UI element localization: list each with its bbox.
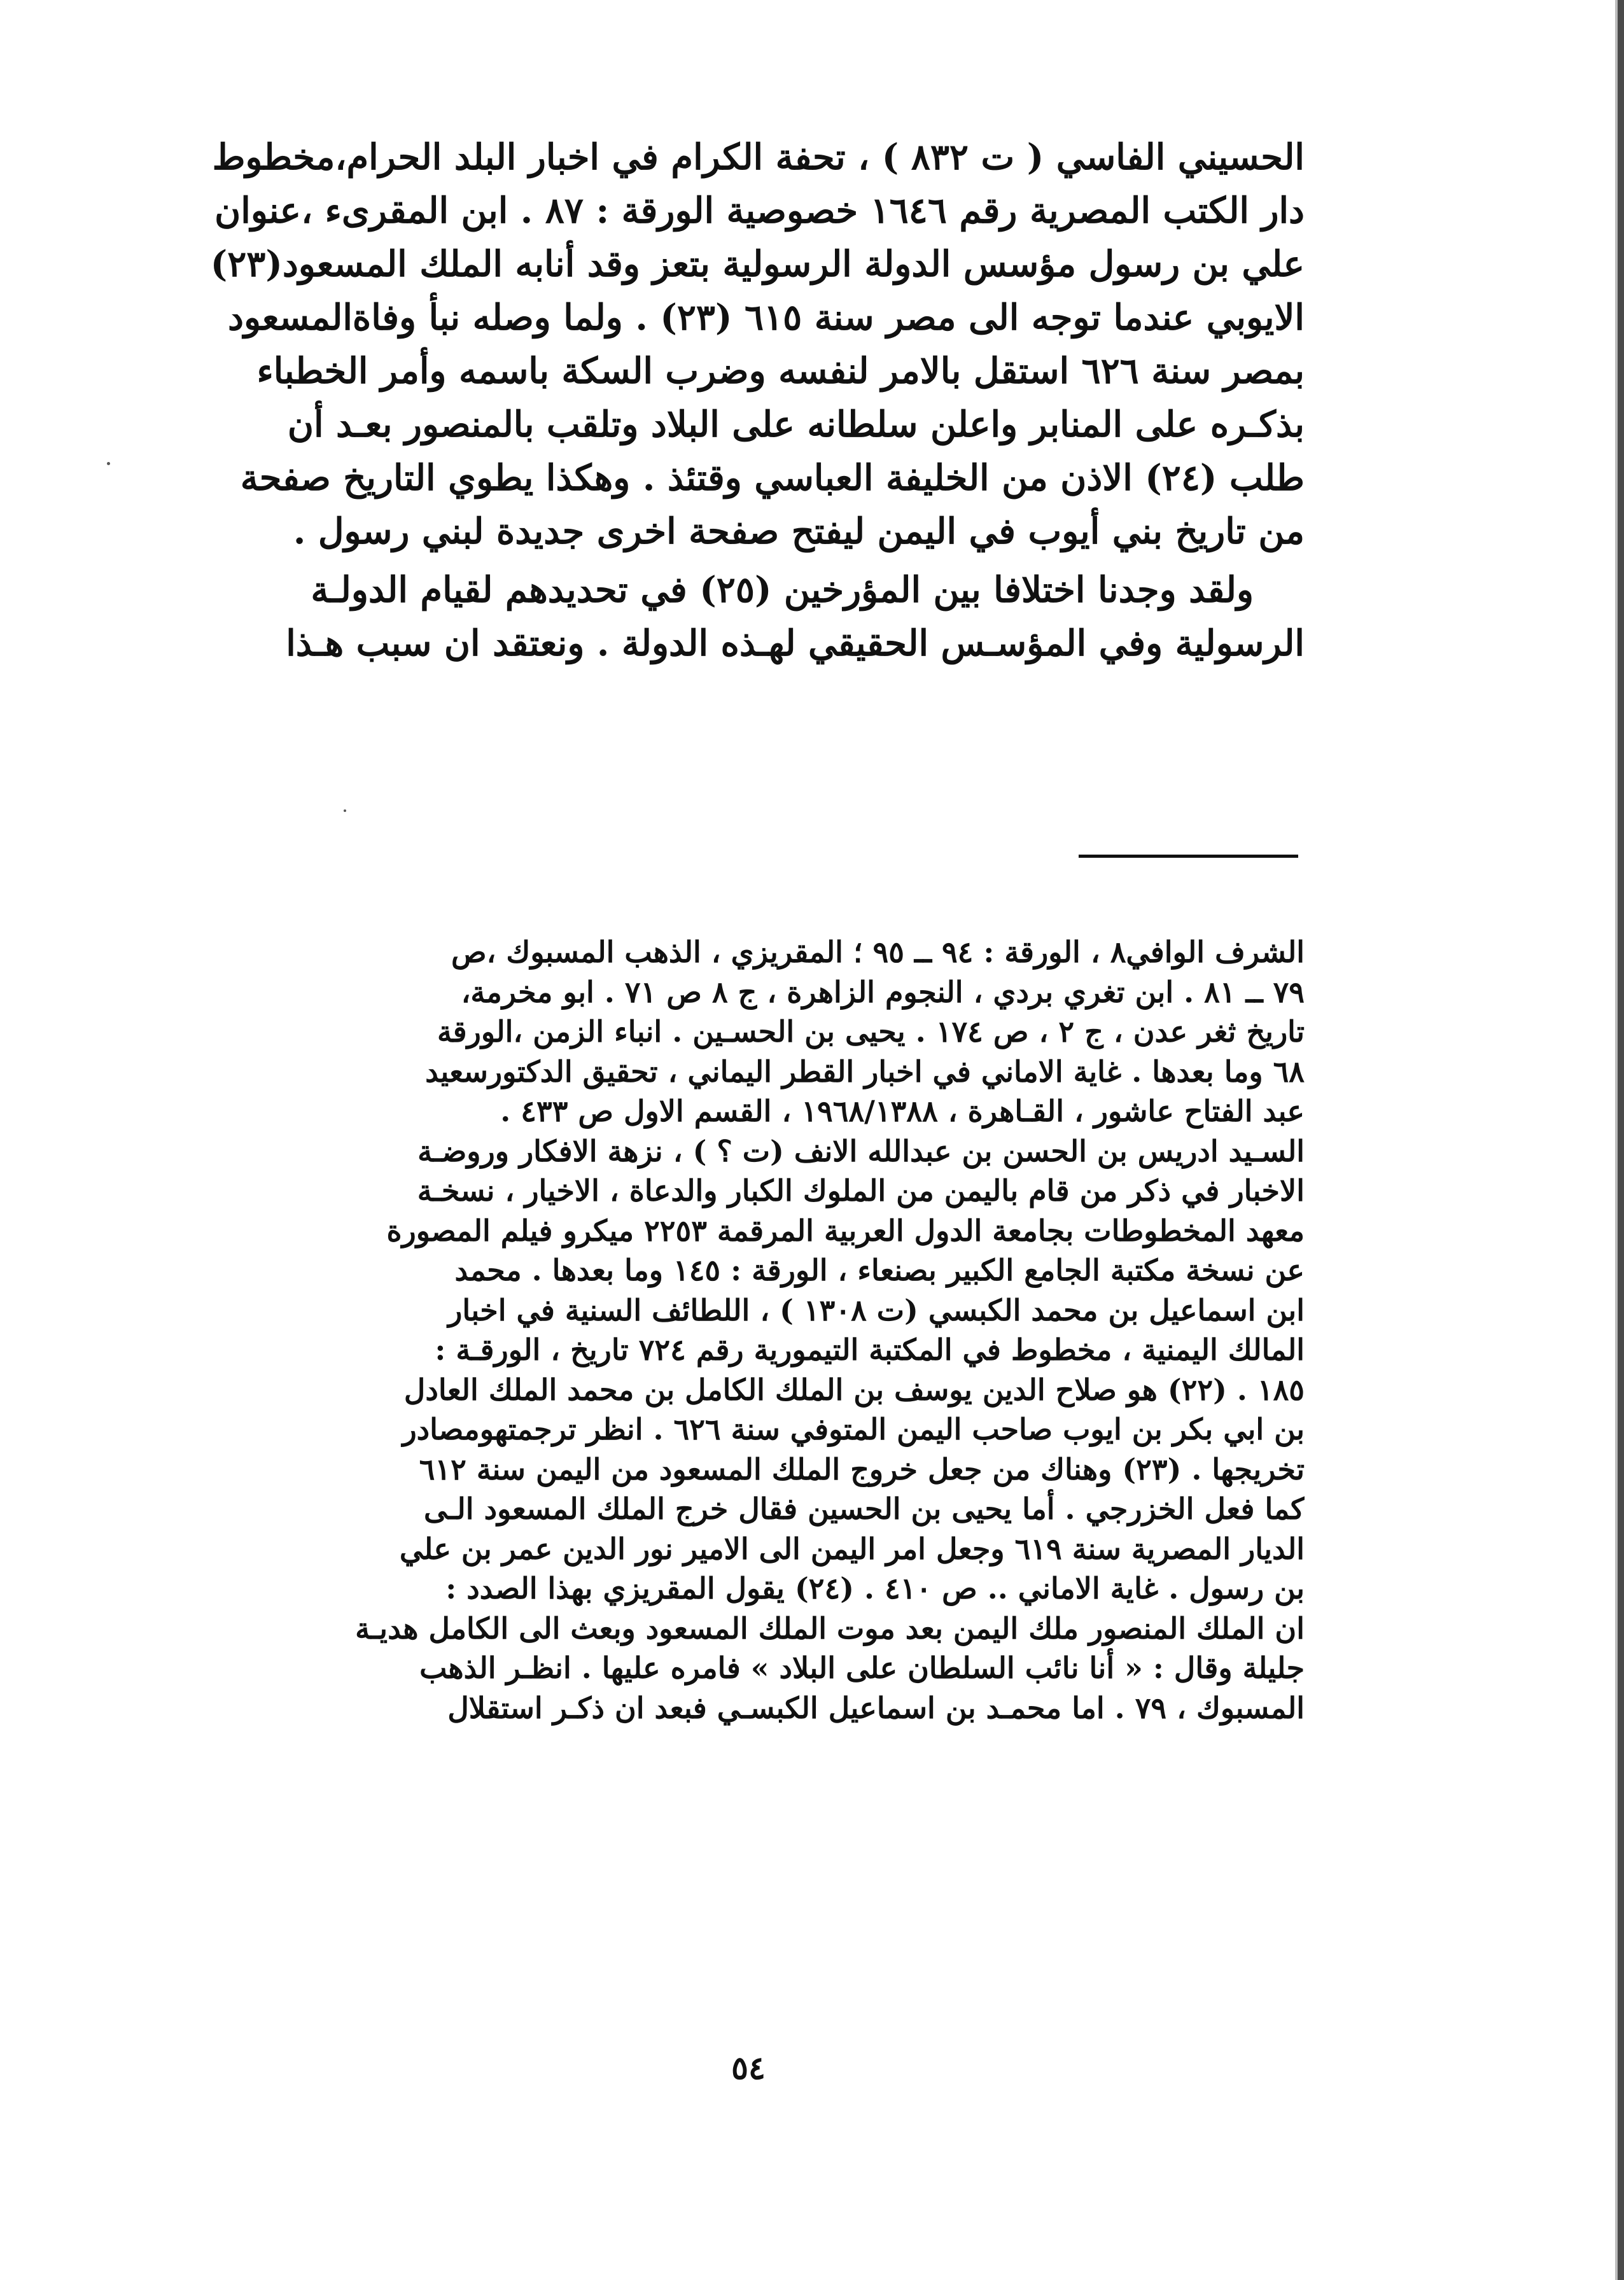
main-text-line: علي بن رسول مؤسس الدولة الرسولية بتعز وقد أنابه الملك المسعود(٢٣) [210, 243, 1305, 285]
footnote-line: المسبوك ، ٧٩ . اما محمـد بن اسماعيل الكبسـي فبعد ان ذكـر استقلال [447, 1690, 1305, 1725]
footnote-line: ٧٩ ــ ٨١ . ابن تغري بردي ، النجوم الزاهرة ، ج ٨ ص ٧١ . ابو مخرمة، [461, 974, 1305, 1009]
footnote-line: المالك اليمنية ، مخطوط في المكتبة التيمورية رقم ٧٢٤ تاريخ ، الورقـة : [435, 1332, 1305, 1367]
main-text-line: الحسيني الفاسي ( ت ٨٣٢ ) ، تحفة الكرام في اخبار البلد الحرام،مخطوط [212, 136, 1305, 178]
footnote-line: تخريجها . (٢٣) وهناك من جعل خروج الملك المسعود من اليمن سنة ٦١٢ [419, 1451, 1305, 1486]
footnote-line: ٦٨ وما بعدها . غاية الاماني في اخبار القطر اليماني ، تحقيق الدكتورسعيد [425, 1054, 1305, 1089]
footnote-line: عبد الفتاح عاشور ، القـاهرة ، ١٩٦٨/١٣٨٨ ، القسم الاول ص ٤٣٣ . [500, 1094, 1305, 1128]
scan-speck [107, 462, 110, 465]
footnote-line: ان الملك المنصور ملك اليمن بعد موت الملك المسعود وبعث الى الكامل هديـة [355, 1611, 1305, 1646]
page-edge [1618, 0, 1624, 2280]
footnote-line: عن نسخة مكتبة الجامع الكبير بصنعاء ، الورقة : ١٤٥ وما بعدها . محمد [454, 1253, 1305, 1287]
footnote-line: ١٨٥ . (٢٢) هو صلاح الدين يوسف بن الملك الكامل بن محمد الملك العادل [403, 1372, 1305, 1407]
footnote-line: معهد المخطوطات بجامعة الدول العربية المرقمة ٢٢٥٣ ميكرو فيلم المصورة [386, 1213, 1305, 1248]
footnote-line: بن رسول . غاية الاماني .. ص ٤١٠ . (٢٤) يقول المقريزي بهذا الصدد : [445, 1571, 1305, 1605]
main-text-line: الرسولية وفي المؤسـس الحقيقي لهـذه الدولة . ونعتقد ان سبب هـذا [286, 622, 1305, 664]
main-text-line: الايوبي عندما توجه الى مصر سنة ٦١٥ (٢٣) . ولما وصله نبأ وفاةالمسعود [228, 297, 1305, 339]
scan-speck [344, 809, 346, 812]
footnote-separator [1079, 855, 1298, 858]
footnote-line: بن ابي بكر بن ايوب صاحب اليمن المتوفي سنة ٦٢٦ . انظر ترجمتهومصادر [402, 1412, 1305, 1446]
footnote-line: الديار المصرية سنة ٦١٩ وجعل امر اليمن الى الامير نور الدين عمر بن علي [399, 1531, 1305, 1566]
footnote-line: جليلة وقال : « أنا نائب السلطان على البلاد » فامره عليها . انظـر الذهب [419, 1651, 1305, 1685]
footnote-line: ابن اسماعيل بن محمد الكبسي (ت ١٣٠٨ ) ، اللطائف السنية في اخبار [448, 1292, 1305, 1327]
footnote-line: كما فعل الخزرجي . أما يحيى بن الحسين فقال خرج الملك المسعود الـى [423, 1492, 1305, 1526]
main-text-line: طلب (٢٤) الاذن من الخليفة العباسي وقتئذ . وهكذا يطوي التاريخ صفحة [240, 457, 1305, 499]
main-text-line: من تاريخ بني أيوب في اليمن ليفتح صفحة اخرى جديدة لبني رسول . [293, 510, 1305, 552]
main-text-line: دار الكتب المصرية رقم ١٦٤٦ خصوصية الورقة : ٨٧ . ابن المقرىء ،عنوان [214, 190, 1305, 232]
main-text-line: بذكـره على المنابر واعلن سلطانه على البلاد وتلقب بالمنصور بعـد أن [287, 403, 1305, 445]
main-text-block [153, 130, 1305, 670]
footnotes-block [153, 932, 1305, 1728]
footnote-line: الاخبار في ذكر من قام باليمن من الملوك الكبار والدعاة ، الاخيار ، نسخـة [417, 1173, 1305, 1208]
page-number: ٥٤ [731, 2049, 766, 2087]
footnote-line: الشرف الوافي٨ ، الورقة : ٩٤ ــ ٩٥ ؛ المقريزي ، الذهب المسبوك ،ص [451, 935, 1305, 969]
footnote-line: السـيد ادريس بن الحسن بن عبدالله الانف (ت ؟ ) ، نزهة الافكار وروضـة [417, 1133, 1305, 1168]
main-text-line: ولقد وجدنا اختلافا بين المؤرخين (٢٥) في تحديدهم لقيام الدولـة [311, 569, 1254, 611]
footnote-line: تاريخ ثغر عدن ، ج ٢ ، ص ١٧٤ . يحيى بن الحسـين . انباء الزمن ،الورقة [437, 1014, 1305, 1049]
main-text-line: بمصر سنة ٦٢٦ استقل بالامر لنفسه وضرب السكة باسمه وأمر الخطباء [256, 350, 1305, 392]
